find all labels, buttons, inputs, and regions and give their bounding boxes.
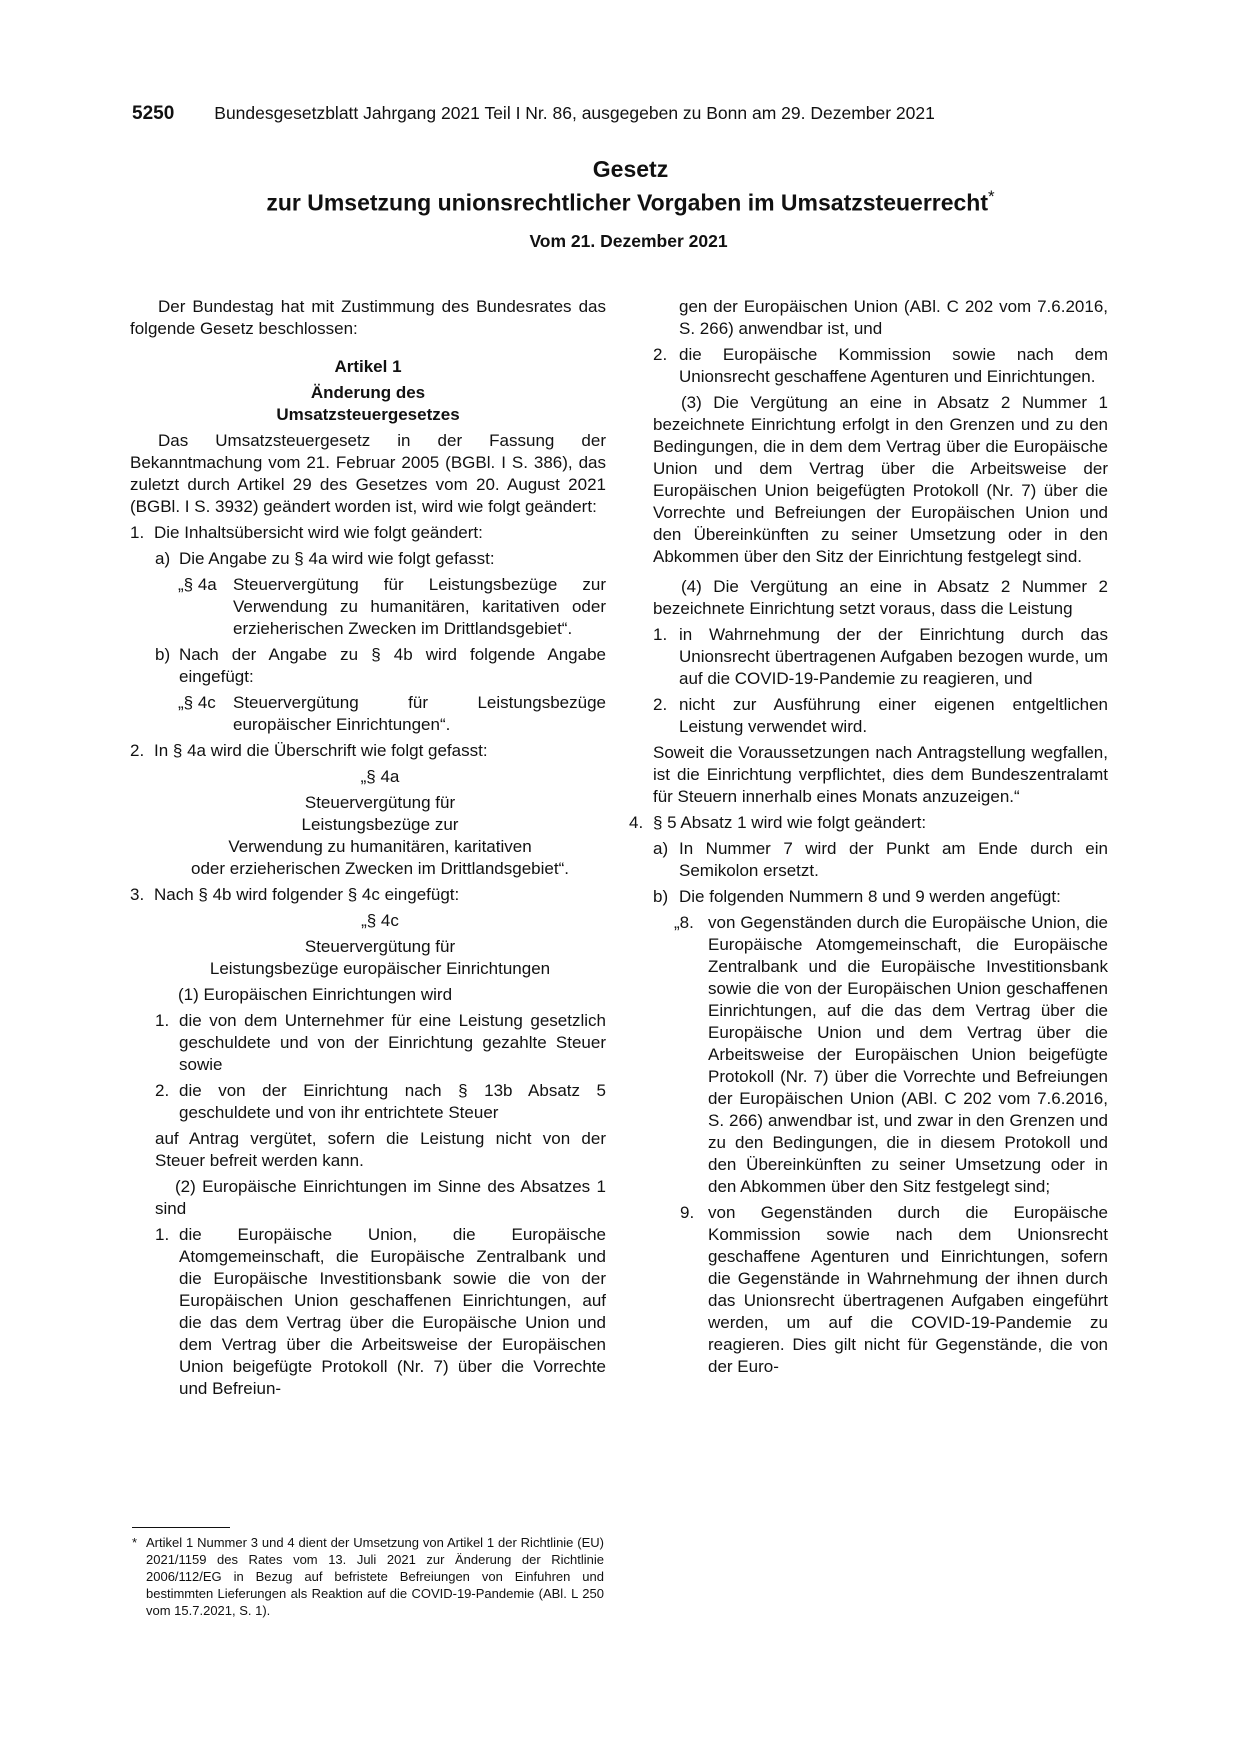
paragraph-2-item-1 — [130, 1224, 606, 1400]
paragraph-2-item-1-continued: gen der Europäischen Union (ABl. C 202 vom 7.6.2016, S. 266) anwendbar ist, und — [679, 297, 1108, 338]
number-9 — [653, 1202, 1108, 1378]
item-2-text: In § 4a wird die Überschrift wie folgt gefasst: — [154, 741, 488, 760]
number-8-text: von Gegenständen durch die Europäische Union, die Europäische Atomgemeinschaft, die Europäische Zentralbank und die Europäische Investitionsbank sowie die von der Europäischen Union geschaffenen Einrichtungen, auf die das dem Vertrag über die Europäische Union und dem Vertrag über die Arbeitsweise der Europäischen Union beigefügte Protokoll (Nr. 7) über die Vorrechte und Befreiungen der Europäischen Union (ABl. C 202 vom 7.6.2016, S. 266) anwendbar ist, und zwar in den Grenzen und zu den Bedingungen, die in diesem Protokoll und den Übereinkünften zu seiner Umsetzung oder in den Abkommen über den Sitz festgelegt sind; — [708, 913, 1108, 1196]
paragraph-2-item-1-text: die Europäische Union, die Europäische Atomgemeinschaft, die Europäische Zentralbank und die Europäische Investitionsbank sowie die von der Europäischen Union geschaffenen Einrichtungen, auf die das dem Vertrag über die Europäische Union und dem Vertrag über die Arbeitsweise der Europäischen Union beigefügte Protokoll (Nr. 7) über die Vorrechte und Befreiun- — [179, 1225, 606, 1398]
item-1b-label: b) — [155, 645, 171, 664]
section-4a-line-4: Verwendung zu humanitären, karitativen — [228, 837, 532, 856]
item-4a — [653, 838, 1108, 882]
section-4c-line-3: Leistungsbezüge europäischer Einrichtungen — [209, 959, 551, 978]
section-4c-heading — [130, 910, 606, 980]
paragraph-2-item-2 — [653, 344, 1108, 388]
section-4a-line-2: Steuervergütung für — [304, 793, 456, 812]
paragraph-2-item-1-label: 1. — [155, 1225, 170, 1244]
title-line-1: Gesetz — [592, 156, 669, 182]
paragraph-4-item-1-label: 1. — [653, 625, 668, 644]
paragraph-4-tail: Soweit die Voraussetzungen nach Antragstellung wegfallen, ist die Einrichtung verpflichtet, dies dem Bundeszentralamt für Steuern innerhalb eines Monats anzuzeigen.“ — [653, 743, 1108, 806]
section-4a-line-5: oder erzieherischen Zwecken im Drittlandsgebiet“. — [191, 859, 569, 878]
item-4 — [629, 812, 1108, 834]
item-1-text: Die Inhaltsübersicht wird wie folgt geändert: — [154, 523, 483, 542]
article-intro: Das Umsatzsteuergesetz in der Fassung der Bekanntmachung vom 21. Februar 2005 (BGBl. I S. 386), das zuletzt durch Artikel 29 des Gesetzes vom 20. August 2021 (BGBl. I S. 3932) geändert worden ist, wird wie folgt geändert: — [130, 431, 606, 516]
item-1b-text: Nach der Angabe zu § 4b wird folgende Angabe eingefügt: — [179, 645, 606, 686]
article-number: Artikel 1 — [334, 357, 402, 376]
item-1-label: 1. — [130, 523, 145, 542]
item-4a-label: a) — [653, 839, 669, 858]
paragraph-4-item-1 — [653, 624, 1108, 690]
paragraph-1-item-1-text: die von dem Unternehmer für eine Leistung gesetzlich geschuldete und von der Einrichtung gezahlte Steuer sowie — [179, 1011, 606, 1074]
quote-4c-toc — [130, 692, 606, 736]
section-4a-heading — [130, 766, 606, 880]
number-9-text: von Gegenständen durch die Europäische Kommission sowie nach dem Unionsrecht geschaffene Agenturen und Einrichtungen, sofern die Gegenstände in Wahrnehmung der ihnen durch das Unionsrecht übertragenen Aufgaben eingeführt werden, um auf die COVID-19-Pandemie zu reagieren. Dies gilt nicht für Gegenstände, die von der Euro- — [708, 1203, 1108, 1376]
section-4c-number: „§ 4c — [361, 911, 399, 930]
paragraph-1-item-2-text: die von der Einrichtung nach § 13b Absatz 5 geschuldete und von ihr entrichtete Steuer — [179, 1081, 606, 1122]
item-4b — [653, 886, 1108, 908]
paragraph-4-item-2-label: 2. — [653, 695, 668, 714]
footnote — [132, 1534, 604, 1619]
quote-4c-toc-text: Steuervergütung für Leistungsbezüge europäischer Einrichtungen“. — [233, 693, 606, 734]
paragraph-1: (1) Europäischen Einrichtungen wird — [178, 985, 453, 1004]
intro-paragraph: Der Bundestag hat mit Zustimmung des Bundesrates das folgende Gesetz beschlossen: — [130, 297, 606, 338]
quote-4a-toc-text: Steuervergütung für Leistungsbezüge zur Verwendung zu humanitären, karitativen oder erzieherischen Zwecken im Drittlandsgebiet“. — [233, 575, 606, 638]
item-2-label: 2. — [130, 741, 145, 760]
section-4a-number: „§ 4a — [360, 767, 400, 786]
paragraph-4: (4) Die Vergütung an eine in Absatz 2 Nummer 2 bezeichnete Einrichtung setzt voraus, dass die Leistung — [653, 577, 1108, 618]
paragraph-1-item-2-label: 2. — [155, 1081, 170, 1100]
title-line-2-text: zur Umsetzung unionsrechtlicher Vorgaben im Umsatzsteuerrecht — [266, 189, 989, 216]
page-number: 5250 — [132, 103, 175, 124]
paragraph-1-tail: auf Antrag vergütet, sofern die Leistung nicht von der Steuer befreit werden kann. — [155, 1129, 606, 1170]
right-column — [629, 296, 1108, 1378]
paragraph-4-item-2 — [653, 694, 1108, 738]
law-date: Vom 21. Dezember 2021 — [529, 231, 728, 251]
quote-4a-toc-label: „§ 4a — [178, 575, 217, 594]
running-title: Bundesgesetzblatt Jahrgang 2021 Teil I Nr. 86, ausgegeben zu Bonn am 29. Dezember 2021 — [214, 103, 935, 123]
law-title — [0, 155, 1241, 217]
item-4b-text: Die folgenden Nummern 8 und 9 werden angefügt: — [679, 887, 1061, 906]
title-footnote-marker: * — [988, 187, 995, 206]
item-4b-label: b) — [653, 887, 669, 906]
page-header — [132, 102, 1112, 125]
section-4a-line-3: Leistungsbezüge zur — [301, 815, 459, 834]
item-1b — [130, 644, 606, 688]
article-title-line-2: Umsatzsteuergesetzes — [276, 405, 460, 424]
item-3 — [130, 884, 606, 906]
item-4-text: § 5 Absatz 1 wird wie folgt geändert: — [653, 813, 927, 832]
paragraph-2: (2) Europäische Einrichtungen im Sinne des Absatzes 1 sind — [155, 1177, 606, 1218]
paragraph-1-item-1 — [130, 1010, 606, 1076]
item-1 — [130, 522, 606, 544]
article-title-line-1: Änderung des — [310, 383, 426, 402]
paragraph-4-item-1-text: in Wahrnehmung der der Einrichtung durch das Unionsrecht übertragenen Aufgaben bezogen wurde, um auf die COVID-19-Pandemie zu reagieren, und — [679, 625, 1108, 688]
section-4c-line-2: Steuervergütung für — [304, 937, 456, 956]
item-3-text: Nach § 4b wird folgender § 4c eingefügt: — [154, 885, 460, 904]
item-2 — [130, 740, 606, 762]
paragraph-2-item-2-label: 2. — [653, 345, 668, 364]
footnote-divider — [132, 1527, 230, 1528]
item-1a-label: a) — [155, 549, 171, 568]
number-9-label: 9. — [680, 1203, 695, 1222]
item-1a-text: Die Angabe zu § 4a wird wie folgt gefasst: — [179, 549, 495, 568]
footnote-marker: * — [132, 1535, 138, 1550]
title-line-2 — [20, 183, 1241, 217]
item-4a-text: In Nummer 7 wird der Punkt am Ende durch ein Semikolon ersetzt. — [679, 839, 1108, 880]
paragraph-1-item-1-label: 1. — [155, 1011, 170, 1030]
left-column — [130, 296, 606, 1400]
paragraph-3: (3) Die Vergütung an eine in Absatz 2 Nummer 1 bezeichnete Einrichtung erfolgt in den Grenzen und zu den Bedingungen, die in dem dem Vertrag über die Europäische Union und dem Vertrag über die Arbeitsweise der Europäischen Union beigefügten Protokoll (Nr. 7) über die Vorrechte und Befreiungen der Europäischen Union und den Übereinkünften zu seiner Umsetzung oder in den Abkommen über den Sitz der Einrichtung festgelegt sind. — [653, 393, 1108, 566]
paragraph-2-item-2-text: die Europäische Kommission sowie nach dem Unionsrecht geschaffene Agenturen und Einrichtungen. — [679, 345, 1108, 386]
item-1a — [130, 548, 606, 570]
item-3-label: 3. — [130, 885, 145, 904]
quote-4c-toc-label: „§ 4c — [178, 693, 216, 712]
number-8-label: „8. — [674, 913, 694, 932]
paragraph-1-item-2 — [130, 1080, 606, 1124]
footnote-text: Artikel 1 Nummer 3 und 4 dient der Umsetzung von Artikel 1 der Richtlinie (EU) 2021/1159 des Rates vom 13. Juli 2021 zur Änderung der Richtlinie 2006/112/EG in Bezug auf befristete Befreiungen von Einfuhren und bestimmten Lieferungen als Reaktion auf die COVID-19-Pandemie (ABl. L 250 vom 15.7.2021, S. 1). — [146, 1535, 604, 1618]
paragraph-4-item-2-text: nicht zur Ausführung einer eigenen entgeltlichen Leistung verwendet wird. — [679, 695, 1108, 736]
number-8 — [653, 912, 1108, 1198]
quote-4a-toc — [130, 574, 606, 640]
item-4-label: 4. — [629, 813, 644, 832]
